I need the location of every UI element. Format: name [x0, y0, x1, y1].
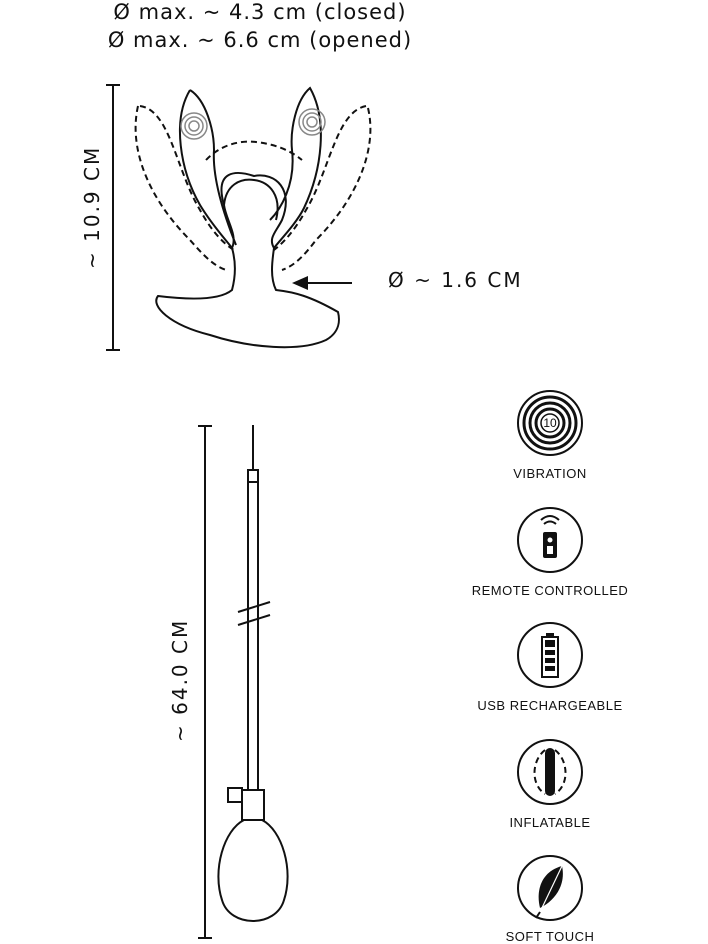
length-label: ~ 64.0 CM: [168, 618, 192, 742]
height-label: ~ 10.9 CM: [80, 145, 104, 269]
feature-label-usb: USB RECHARGEABLE: [477, 698, 623, 713]
battery-icon: [518, 623, 582, 687]
max-diameter-opened: Ø max. ~ 6.6 cm (opened): [107, 28, 413, 52]
feather-icon: [518, 856, 582, 920]
remote-control-icon: [518, 508, 582, 572]
feature-label-soft-touch: SOFT TOUCH: [505, 929, 595, 944]
vibration-modes-badge: 10: [543, 416, 557, 430]
max-diameter-closed: Ø max. ~ 4.3 cm (closed): [113, 0, 407, 24]
feature-label-inflatable: INFLATABLE: [509, 815, 591, 830]
neck-diameter-label: Ø ~ 1.6 CM: [388, 268, 523, 292]
inflatable-icon: [518, 740, 582, 804]
feature-label-vibration: VIBRATION: [513, 466, 587, 481]
feature-label-remote: REMOTE CONTROLLED: [471, 583, 629, 598]
